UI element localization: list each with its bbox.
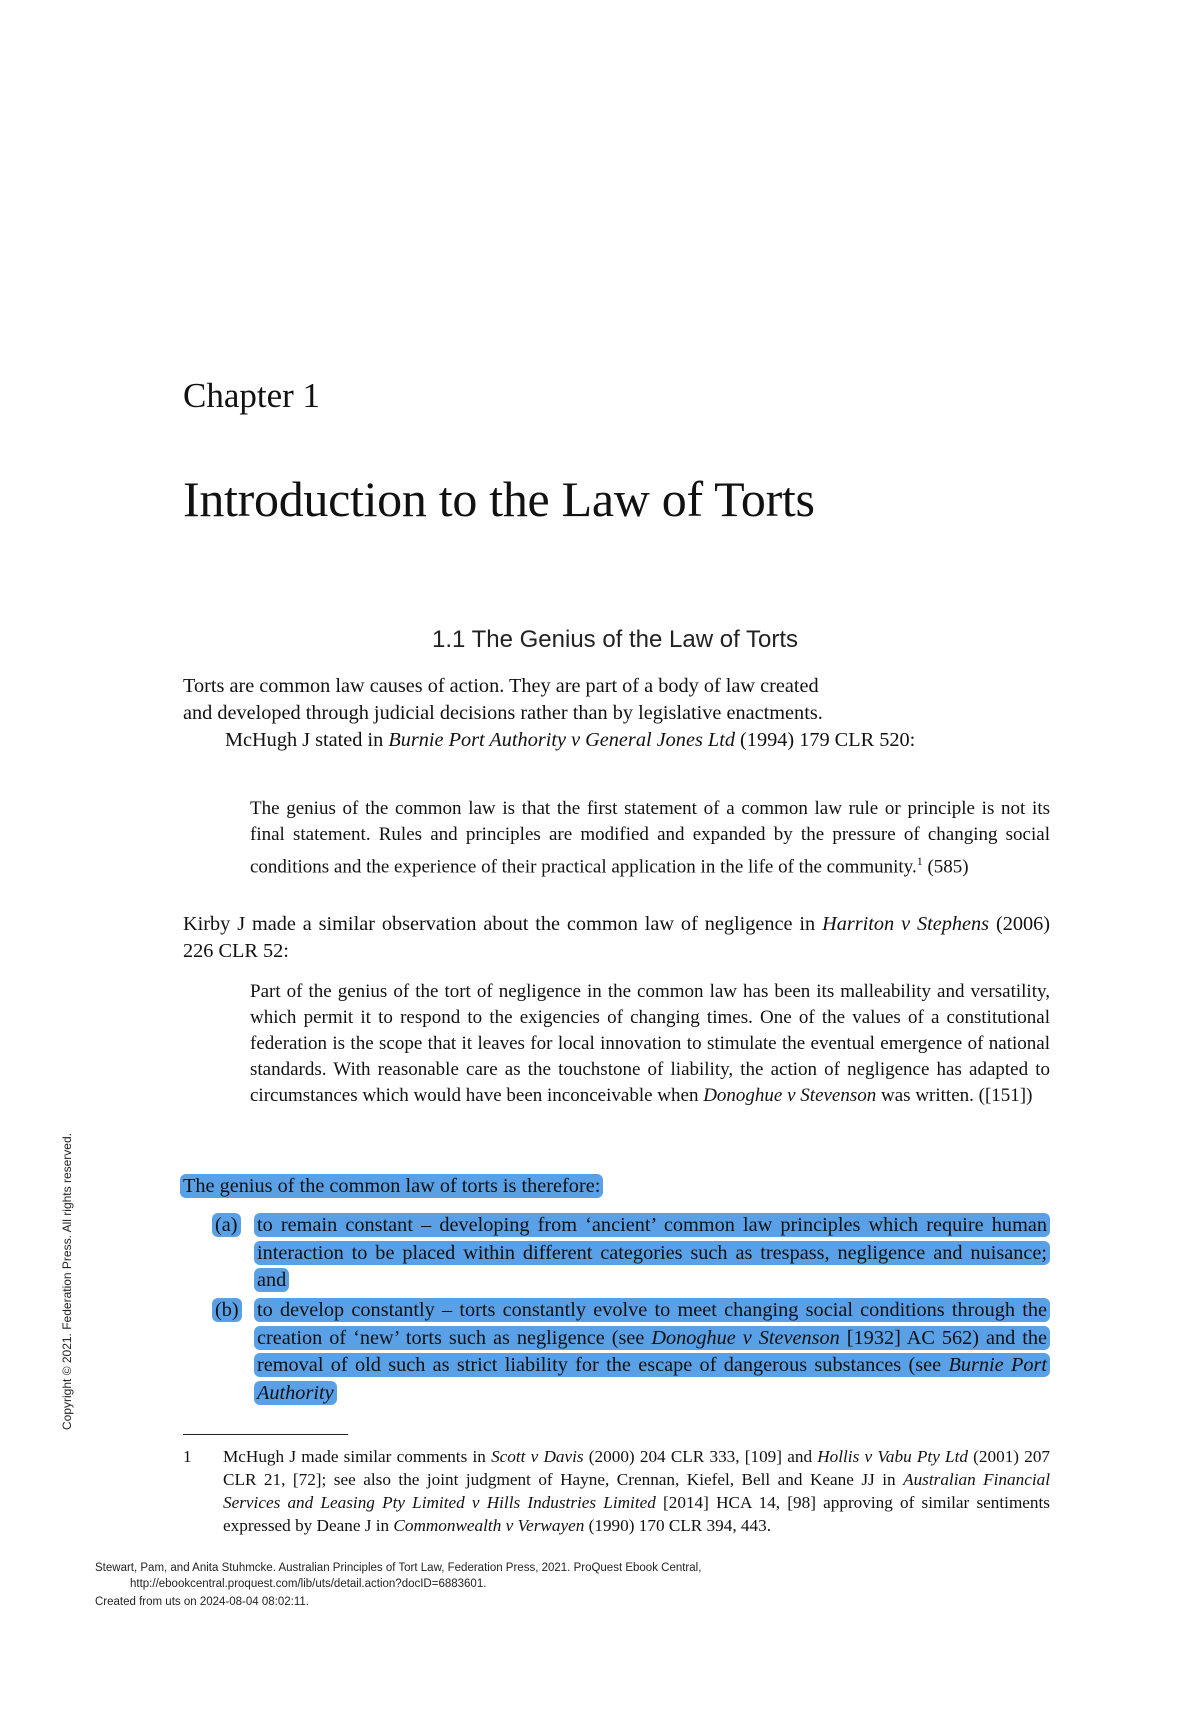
- block-quote-mchugh: [250, 796, 1050, 880]
- fn-t4: [2014] HCA 14, [98] approving of similar sentiments expressed by Deane J in: [223, 1493, 1050, 1535]
- list-label-b-text[interactable]: (b): [212, 1298, 242, 1322]
- highlighted-item-b[interactable]: [254, 1298, 1050, 1405]
- copyright-notice: Copyright © 2021. Federation Press. All rights reserved.: [60, 1133, 74, 1430]
- fn-t3: (2001) 207 CLR 21, [72]; see also the joint judgment of Hayne, Crennan, Kiefel, Bell and Keane JJ in: [223, 1447, 1051, 1489]
- case-burnie: Burnie Port Authority v General Jones Ltd: [388, 729, 735, 751]
- kirby-suffix: (2006) 226 CLR 52:: [183, 913, 1051, 962]
- list-label-b: [212, 1297, 254, 1407]
- list-label-a-text[interactable]: (a): [212, 1213, 241, 1237]
- footnote-text: [223, 1445, 1050, 1537]
- intro-line-1: Torts are common law causes of action. They are part of a body of law created: [183, 675, 819, 697]
- fn-t5: (1990) 170 CLR 394, 443.: [584, 1516, 772, 1535]
- footnote-number: 1: [183, 1447, 192, 1466]
- quote2-text: Part of the genius of the tort of negligence in the common law has been its malleability and versatility, which permit it to respond to the exigencies of changing times. One of the values of a constitutional federation is the scope that it leaves for local innovation to stimulate the eventual emergence of national standards. With reasonable care as the touchstone of liability, the action of negligence has adapted to circumstances which would have been inconceivable when: [250, 981, 1050, 1106]
- mchugh-line: [183, 727, 1050, 754]
- fn-case-scott: Scott v Davis: [491, 1447, 584, 1466]
- fn-t2: (2000) 204 CLR 333, [109] and: [583, 1447, 818, 1466]
- list-text-b: [254, 1297, 1050, 1407]
- quote1-text: The genius of the common law is that the first statement of a common law rule or principle is not its final statement. Rules and principles are modified and expanded by the pressure of changing social conditions and the experience of their practical application in the life of the community.: [250, 798, 1050, 878]
- list-item-b: [212, 1297, 1050, 1407]
- fn-case-afs: Australian Financial Services and Leasing Pty Limited v Hills Industries Limited: [223, 1470, 1050, 1512]
- block-quote-kirby: [250, 979, 1050, 1109]
- list-text-a: [254, 1212, 1050, 1295]
- footnote-ref[interactable]: 1: [916, 854, 923, 868]
- list-item-a: [212, 1212, 1050, 1295]
- highlighted-item-a[interactable]: to remain constant – developing from ‘ancient’ common law principles which require human interaction to be placed within different categories such as trespass, negligence and nuisance; and: [254, 1213, 1050, 1292]
- case-donoghue-b: Donoghue v Stevenson: [651, 1326, 840, 1349]
- mchugh-prefix: McHugh J stated in: [225, 729, 389, 751]
- mchugh-suffix: (1994) 179 CLR 520:: [734, 729, 916, 751]
- list-label-a: [212, 1212, 254, 1295]
- genius-line: [180, 1172, 603, 1200]
- section-heading: 1.1 The Genius of the Law of Torts: [432, 626, 798, 653]
- chapter-title: Introduction to the Law of Torts: [183, 471, 815, 527]
- fn-case-hollis: Hollis v Vabu Pty Ltd: [817, 1447, 968, 1466]
- footnote-divider: [183, 1434, 348, 1435]
- fn-case-verwayen: Commonwealth v Verwayen: [393, 1516, 585, 1535]
- citation-line-1: Stewart, Pam, and Anita Stuhmcke. Australian Principles of Tort Law, Federation Press, 2021. ProQuest Ebook Central,: [95, 1562, 702, 1574]
- footnote-1: [183, 1445, 1050, 1537]
- kirby-prefix: Kirby J made a similar observation about the common law of negligence in: [183, 913, 823, 935]
- case-donoghue: Donoghue v Stevenson: [703, 1085, 877, 1106]
- item-b-text1: to develop constantly – torts constantly evolve to meet changing social conditions through the creation of ‘new’ torts such as negligence (see: [257, 1299, 1047, 1349]
- intro-paragraph: [183, 673, 1050, 754]
- quote2-suffix: was written. ([151]): [876, 1085, 1033, 1106]
- fn-t1: McHugh J made similar comments in: [223, 1447, 492, 1466]
- case-burnie-b: Burnie Port Authority: [257, 1354, 1048, 1404]
- kirby-paragraph: [183, 911, 1050, 965]
- highlighted-genius-line[interactable]: The genius of the common law of torts is therefore:: [180, 1174, 603, 1198]
- citation-url[interactable]: http://ebookcentral.proquest.com/lib/uts/detail.action?docID=6883601.: [130, 1578, 487, 1590]
- intro-line-2: and developed through judicial decisions rather than by legislative enactments.: [183, 702, 823, 724]
- quote1-pin: (585): [922, 856, 969, 878]
- case-harriton: Harriton v Stephens: [822, 913, 990, 935]
- citation-created: Created from uts on 2024-08-04 08:02:11.: [95, 1596, 309, 1608]
- item-b-text2: [1932] AC 562) and the removal of old such as strict liability for the escape of dangerous substances (see: [257, 1326, 1047, 1376]
- chapter-label: Chapter 1: [183, 376, 321, 415]
